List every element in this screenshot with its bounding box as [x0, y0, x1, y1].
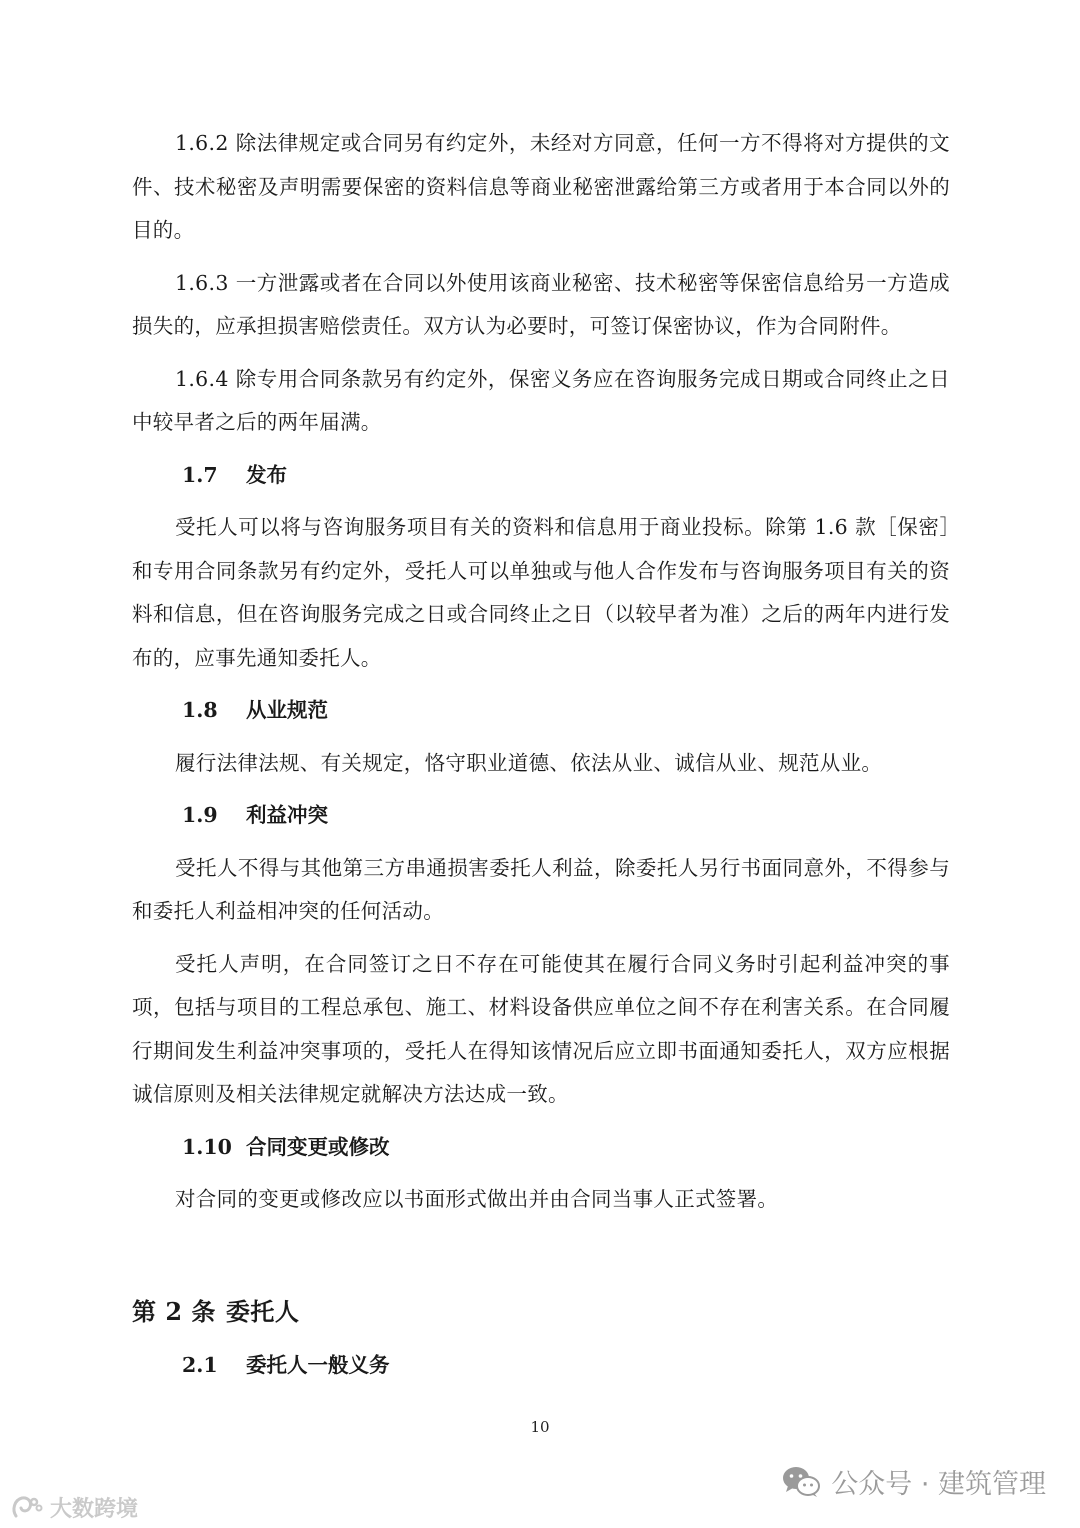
article-number: 第 2 条	[132, 1296, 216, 1326]
section-heading-1-9	[132, 794, 950, 838]
section-title: 委托人一般义务	[246, 1352, 390, 1377]
section-title: 利益冲突	[246, 803, 328, 827]
paragraph-1-8: 履行法律法规、有关规定，恪守职业道德、依法从业、诚信从业、规范从业。	[175, 750, 883, 775]
dashu-logo-icon	[10, 1494, 44, 1522]
section-number: 1.8	[182, 698, 218, 722]
section-number: 1.10	[182, 1134, 232, 1159]
section-number: 1.9	[182, 803, 218, 827]
page-number: 10	[530, 1418, 550, 1436]
section-heading-1-8	[132, 689, 950, 733]
watermark-wechat	[781, 1462, 1046, 1501]
document-body	[132, 122, 950, 1396]
section-title: 发布	[246, 462, 287, 487]
paragraph-1-9-b: 受托人声明，在合同签订之日不存在可能使其在履行合同义务时引起利益冲突的事项，包括与项目的工程总承包、施工、材料设备供应单位之间不存在利害关系。在合同履行期间发生利益冲突事项的，受托人在得知该情况后应立即书面通知委托人，双方应根据诚信原则及相关法律规定就解决方法达成一致。	[132, 951, 950, 1106]
article-heading-2	[132, 1290, 950, 1334]
watermark-dashu	[10, 1492, 138, 1523]
paragraph-1-7: 受托人可以将与咨询服务项目有关的资料和信息用于商业投标。除第 1.6 款［保密］和专用合同条款另有约定外，受托人可以单独或与他人合作发布与咨询服务项目有关的资料和信息，但在咨询服务完成之日或合同终止之日（以较早者为准）之后的两年内进行发布的，应事先通知委托人。	[132, 515, 950, 670]
paragraph-1-9-a: 受托人不得与其他第三方串通损害委托人利益，除委托人另行书面同意外，不得参与和委托人利益相冲突的任何活动。	[132, 855, 950, 923]
paragraph-1-6-3: 1.6.3 一方泄露或者在合同以外使用该商业秘密、技术秘密等保密信息给另一方造成损失的，应承担损害赔偿责任。双方认为必要时，可签订保密协议，作为合同附件。	[132, 270, 950, 338]
section-title: 从业规范	[246, 698, 328, 722]
paragraph-1-6-4: 1.6.4 除专用合同条款另有约定外，保密义务应在咨询服务完成日期或合同终止之日中较早者之后的两年届满。	[132, 366, 950, 434]
section-heading-1-7	[132, 454, 950, 498]
section-number: 2.1	[182, 1352, 218, 1377]
section-heading-1-10	[132, 1126, 950, 1170]
section-number: 1.7	[182, 462, 218, 487]
paragraph-1-6-2: 1.6.2 除法律规定或合同另有约定外，未经对方同意，任何一方不得将对方提供的文件、技术秘密及声明需要保密的资料信息等商业秘密泄露给第三方或者用于本合同以外的目的。	[132, 131, 950, 242]
watermark-right-text: 公众号 · 建筑管理	[831, 1469, 1046, 1500]
section-heading-2-1	[132, 1344, 950, 1388]
paragraph-1-10: 对合同的变更或修改应以书面形式做出并由合同当事人正式签署。	[175, 1187, 779, 1211]
watermark-left-text: 大数跨境	[50, 1497, 139, 1522]
section-title: 合同变更或修改	[246, 1134, 390, 1159]
article-title: 委托人	[225, 1296, 300, 1326]
wechat-icon	[781, 1465, 821, 1499]
